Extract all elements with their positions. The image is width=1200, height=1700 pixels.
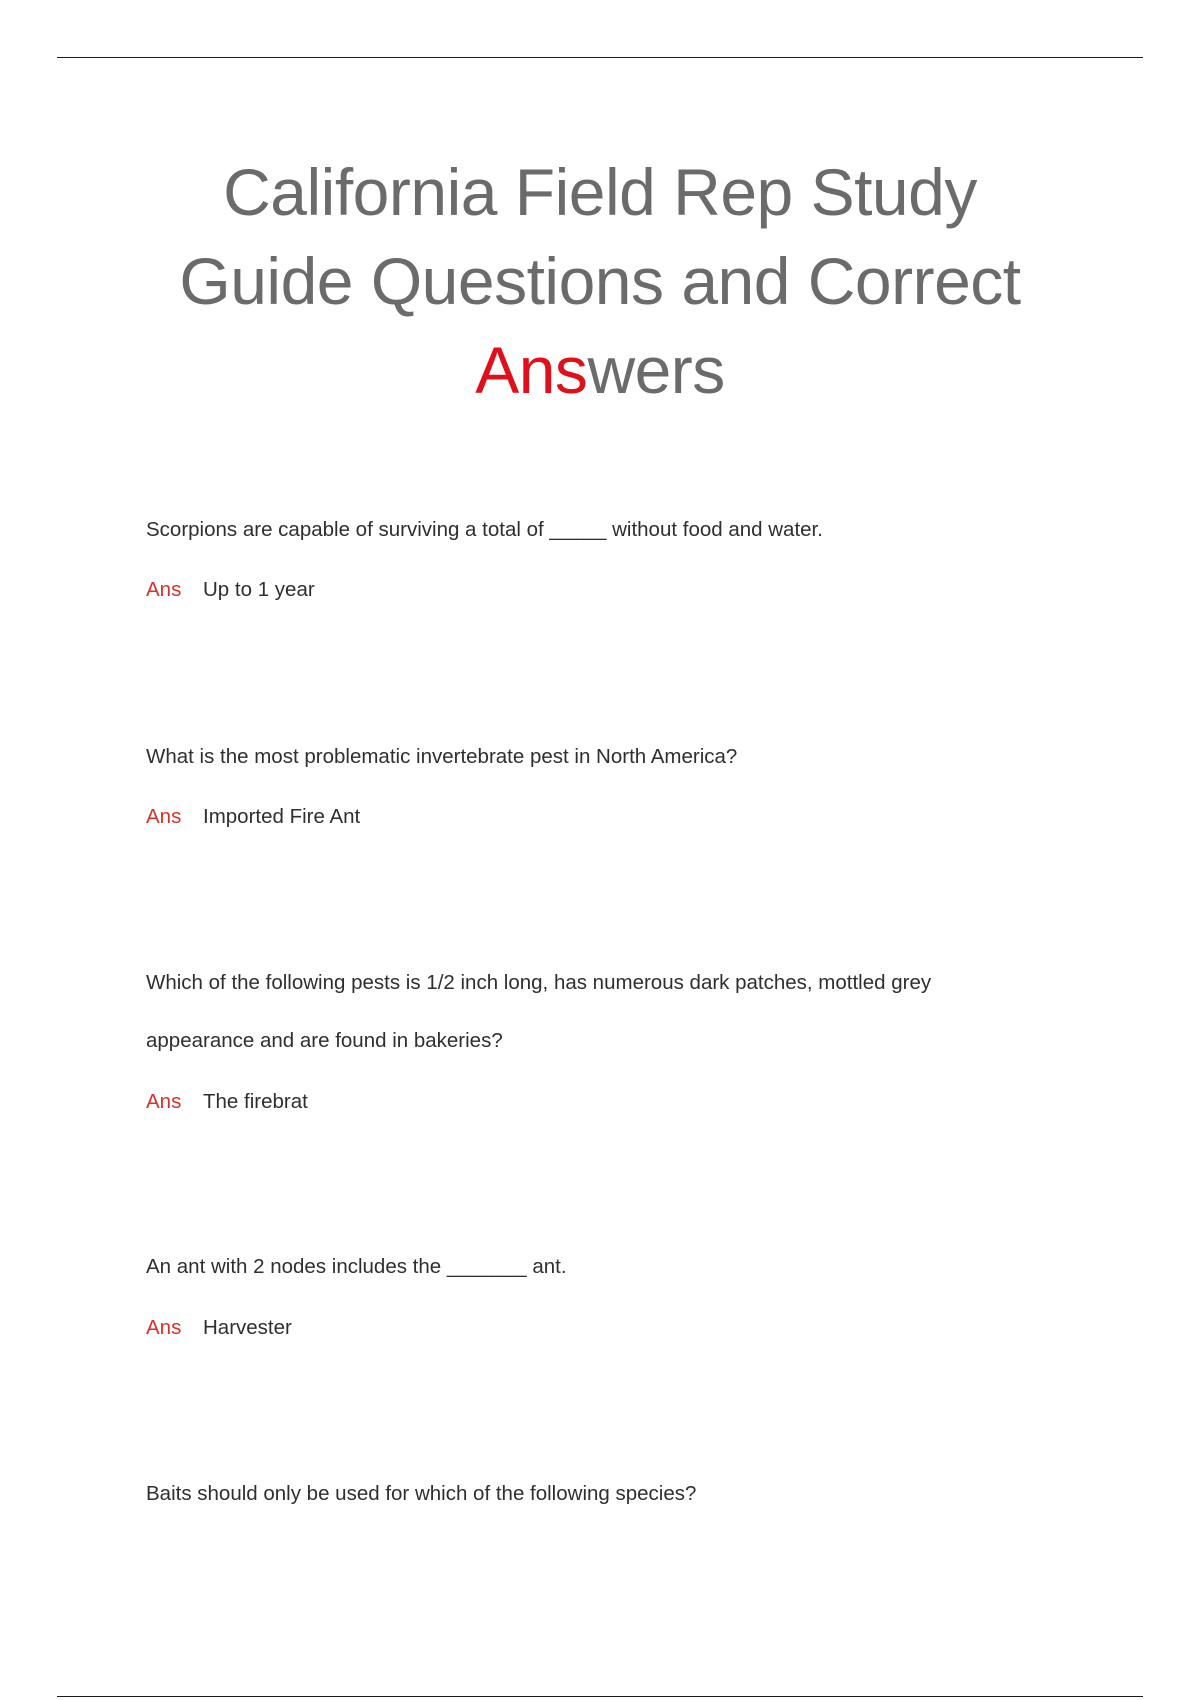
question-text-line-2: appearance and are found in bakeries? (146, 1029, 503, 1052)
answer-label: Ans (146, 805, 182, 828)
document-title (100, 148, 1100, 415)
question-text: Scorpions are capable of surviving a total of _____ without food and water. (146, 518, 823, 541)
qa-item-5 (146, 1465, 1086, 1523)
answer-text: Up to 1 year (203, 578, 315, 601)
answer-label: Ans (146, 578, 182, 601)
title-line-2: Guide Questions and Correct (179, 244, 1021, 318)
answer-row-1 (146, 578, 1086, 602)
answer-text: Imported Fire Ant (203, 805, 361, 828)
title-rest: wers (587, 333, 725, 407)
question-text: An ant with 2 nodes includes the _______ ant. (146, 1255, 567, 1278)
answer-text: Harvester (203, 1316, 292, 1339)
question-text: Baits should only be used for which of the following species? (146, 1482, 697, 1505)
answer-row-4 (146, 1316, 1086, 1340)
answer-label: Ans (146, 1316, 182, 1339)
qa-item-1 (146, 501, 1086, 559)
answer-text: The firebrat (203, 1090, 308, 1113)
question-text: What is the most problematic invertebrate pest in North America? (146, 745, 738, 768)
bottom-rule (57, 1696, 1143, 1697)
title-line-1: California Field Rep Study (223, 155, 977, 229)
question-text-line-1: Which of the following pests is 1/2 inch long, has numerous dark patches, mottled grey (146, 971, 932, 994)
title-accent: Ans (475, 333, 588, 407)
title-line-3 (100, 326, 1100, 415)
qa-item-2 (146, 728, 1086, 786)
answer-row-2 (146, 805, 1086, 829)
answer-label: Ans (146, 1090, 182, 1113)
qa-item-4 (146, 1238, 1086, 1296)
qa-item-3 (146, 954, 1086, 1070)
top-rule (57, 57, 1143, 58)
answer-row-3 (146, 1090, 1086, 1114)
